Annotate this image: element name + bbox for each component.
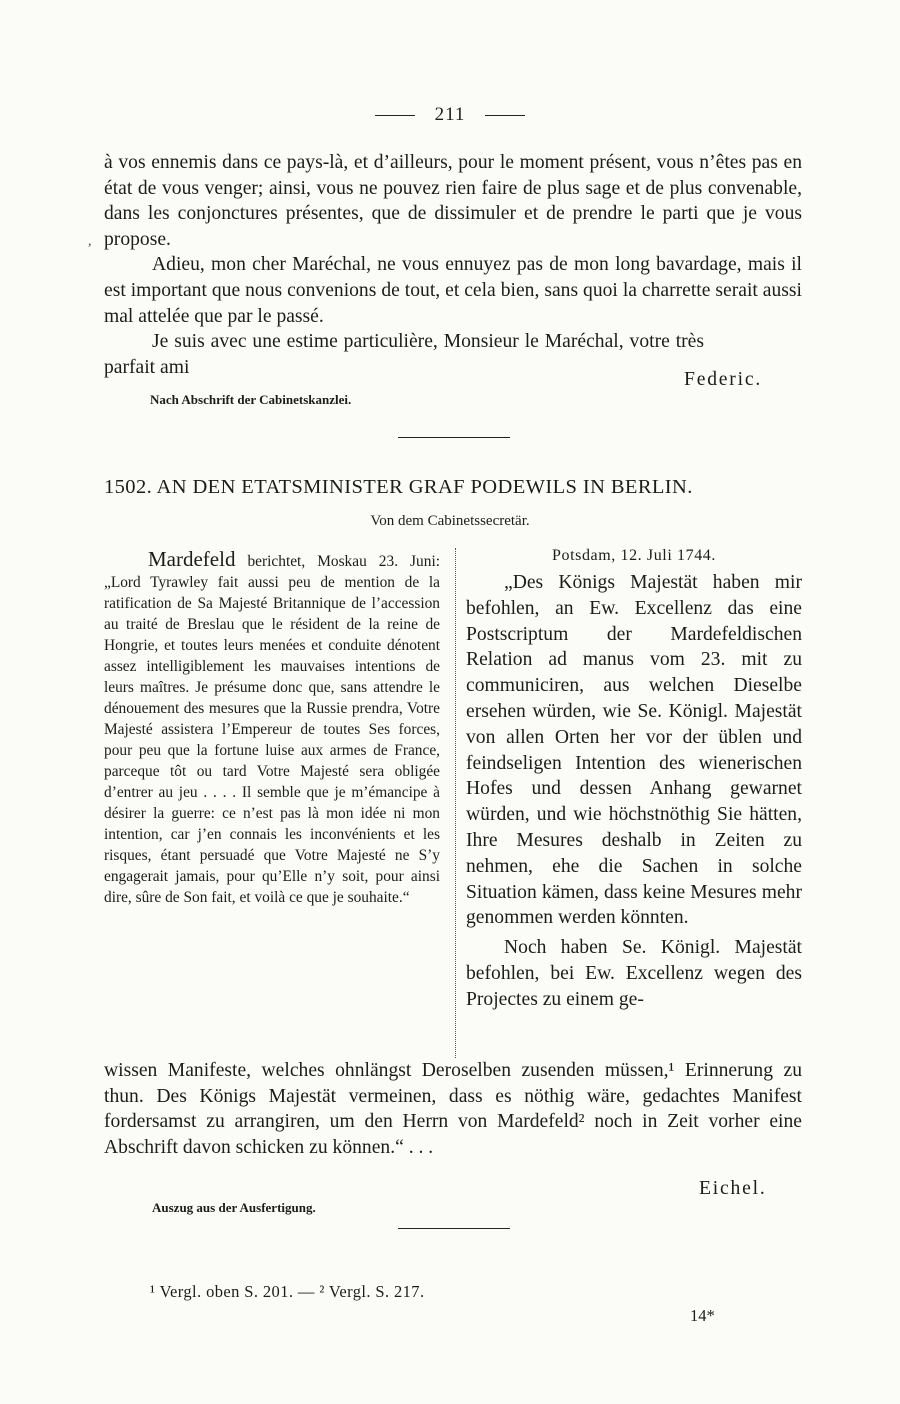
letter-body: [104, 150, 802, 380]
letter-column-paragraph-2: Noch haben Se. Königl. Majestät befohlen, bei Ew. Excellenz wegen des Projectes zu einem ge-: [466, 937, 802, 1010]
continuation-text: [104, 1058, 802, 1160]
footnotes: ¹ Vergl. oben S. 201. — ² Vergl. S. 217.: [150, 1282, 425, 1301]
document-subheading: Von dem Cabinetssecretär.: [370, 513, 530, 529]
margin-mark: ,: [88, 234, 92, 249]
letter-source-note: Nach Abschrift der Cabinetskanzlei.: [150, 392, 352, 407]
letter-paragraph-3: Je suis avec une estime particulière, Monsieur le Maréchal, votre très parfait ami: [104, 331, 704, 378]
summary-text: berichtet, Moskau 23. Juni: „Lord Tyrawley fait aussi peu de mention de la ratification de Sa Majesté Britannique de l’accession au traité de Breslau que le résident de la reine de Hongrie, et toutes leurs menées et conduite dénotent assez intelligiblement les mauvaises intentions de leurs maîtres. Je présume donc que, sans attendre le dénouement des mesures que la Russie prendra, Votre Majesté assistera l’Empereur de toutes Ses forces, pour peu que la fortune luise aux armes de France, parceque tôt ou tard Votre Majesté sera obligée d’entrer au jeu . . . . Il semble que je m’émancipe à désirer la guerre: ce n’est pas là mon idée ni mon intention, car j’en connais les inconvénients et les risques, étant persuadé que Votre Majesté ne S’y engagerait jamais, pour qu’Elle n’y soit, pour ainsi dire, sûre de Son fait, et voilà ce que je souhaite.“: [104, 553, 440, 906]
document-heading: 1502. AN DEN ETATSMINISTER GRAF PODEWILS IN BERLIN.: [104, 476, 693, 498]
summary-column: [104, 549, 440, 908]
section-rule: [398, 437, 510, 438]
document-signature: Eichel.: [699, 1178, 767, 1199]
letter-paragraph-2: Adieu, mon cher Maréchal, ne vous ennuyez pas de mon long bavardage, mais il est important que nous convenions de tout, et cela bien, sans quoi la charrette serait aussi mal attelée que par le passé.: [104, 254, 802, 327]
letter-column-paragraph-1: „Des Königs Majestät haben mir befohlen, an Ew. Excellenz das eine Postscriptum der Mardefeldischen Relation ad manus vom 23. mit zu communiciren, aus welchen Dieselbe ersehen würden, wie Se. Königl. Majestät von allen Orten her vor der üblen und feindseligen Intention des wienerischen Hofes und dessen Anhang gewarnet würden, und wie höchstnöthig Sie hätten, Ihre Mesures deshalb in Zeiten zu nehmen, ehe die Sachen in solche Situation kämen, dass keine Mesures mehr genommen werden könnten.: [466, 572, 802, 929]
summary-first-word: Mardefeld: [148, 547, 236, 571]
letter-signature: Federic.: [684, 369, 763, 390]
letter-paragraph-1: à vos ennemis dans ce pays-là, et d’ailleurs, pour le moment présent, vous n’êtes pas en état de vous venger; ainsi, vous ne pouvez rien faire de plus sage et de plus convenable, dans les conjonctures présentes, que de dissimuler et de prendre le parti que je vous propose.: [104, 152, 802, 250]
continuation-paragraph: wissen Manifeste, welches ohnlängst Deroselben zusenden müssen,¹ Erinnerung zu thun. Des Königs Majestät vermeinen, dass es nöthig wäre, gedachtes Manifest fordersamst zu arrangiren, um den Herrn von Mardefeld² noch in Zeit vorher eine Abschrift davon schicken zu können.“ . . .: [104, 1060, 802, 1158]
header-rule-right: [485, 115, 525, 116]
page-number: 211: [434, 104, 466, 125]
page-header: [0, 104, 900, 126]
header-rule-left: [375, 115, 415, 116]
footnote-rule: [398, 1228, 510, 1229]
column-divider: [455, 548, 456, 1058]
sheet-signature: 14*: [690, 1306, 715, 1325]
place-date: Potsdam, 12. Juli 1744.: [551, 547, 717, 564]
letter-column: [466, 570, 802, 1013]
document-source-note: Auszug aus der Ausfertigung.: [152, 1200, 316, 1215]
